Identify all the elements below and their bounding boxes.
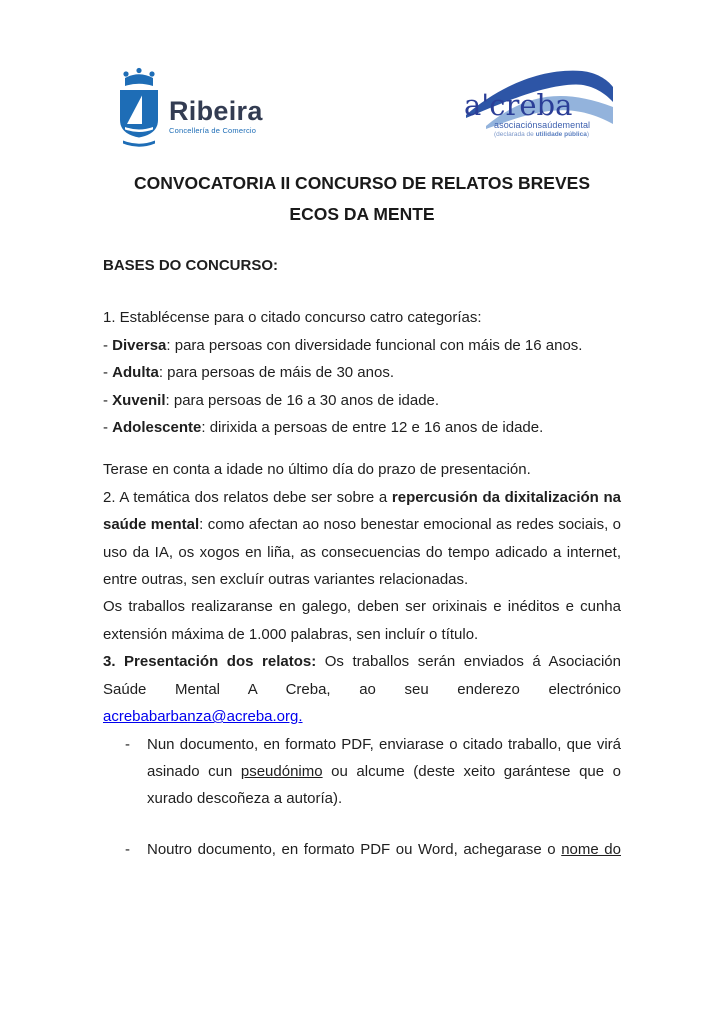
document-content: [103, 168, 621, 863]
contest-title-line2: ECOS DA MENTE: [289, 204, 435, 224]
categories-intro: 1. Establécense para o citado concurso catro categorías:: [103, 309, 482, 327]
email-link[interactable]: acrebabarbanza@acreba.org.: [103, 708, 303, 726]
works-paragraph: Os traballos realizaranse en galego, deben ser orixinais e inéditos e cunha extensión máxima de 1.000 palabras, sen incluír o título.: [103, 598, 621, 643]
theme-paragraph: 2. A temática dos relatos debe ser sobre a repercusión da dixitalización na saúde mental: como afectan ao noso benestar emocional as redes sociais, o uso da IA, os xogos en liña, as consecuencias do tempo adicado a internet, entre outras, sen excluír outras variantes relacionadas.: [103, 488, 621, 589]
acreba-logo: [462, 62, 614, 146]
bullet-item-pseudonym: - Nun documento, en formato PDF, enviarase o citado traballo, que virá asinado cun pseudónimo ou alcume (deste xeito garántese que o xurado descoñeza a autoría).: [103, 731, 621, 813]
category-list: [103, 332, 621, 442]
acreba-logo-note: (declarada de utilidade pública): [494, 131, 590, 138]
category-item-adolescente: - Adolescente: dirixida a persoas de entre 12 e 16 anos de idade.: [103, 419, 544, 437]
ribeira-logo: [116, 66, 263, 148]
contest-title-line1: CONVOCATORIA II CONCURSO DE RELATOS BREVES: [133, 173, 591, 193]
ribeira-crest-icon: [116, 66, 162, 153]
ribeira-logo-name: Ribeira: [169, 96, 263, 126]
bases-heading: BASES DO CONCURSO:: [103, 257, 279, 274]
contest-title: [103, 168, 621, 230]
category-item-xuvenil: - Xuvenil: para persoas de 16 a 30 anos de idade.: [103, 391, 440, 409]
ribeira-logo-subtitle: Concellería de Comercio: [169, 126, 257, 135]
acreba-logo-subtitle: asociaciónsaúdemental: [494, 120, 591, 130]
submission-paragraph: 3. Presentación dos relatos: Os traballos serán enviados á Asociación Saúde Mental A Creba, ao seu enderezo electrónico acrebabarbanza@acreba.org.: [103, 653, 621, 726]
category-item-diversa: - Diversa: para persoas con diversidade funcional con máis de 16 anos.: [103, 336, 583, 354]
bullet-marker: -: [125, 735, 130, 753]
acreba-logo-name: a'creba: [464, 88, 573, 122]
bullet-item-author-name: - Noutro documento, en formato PDF ou Word, achegarase o nome do: [103, 836, 621, 863]
category-item-adulta: - Adulta: para persoas de máis de 30 anos.: [103, 364, 394, 382]
bullet-marker: -: [125, 840, 130, 858]
age-note: Terase en conta a idade no último día do prazo de presentación.: [103, 461, 531, 479]
